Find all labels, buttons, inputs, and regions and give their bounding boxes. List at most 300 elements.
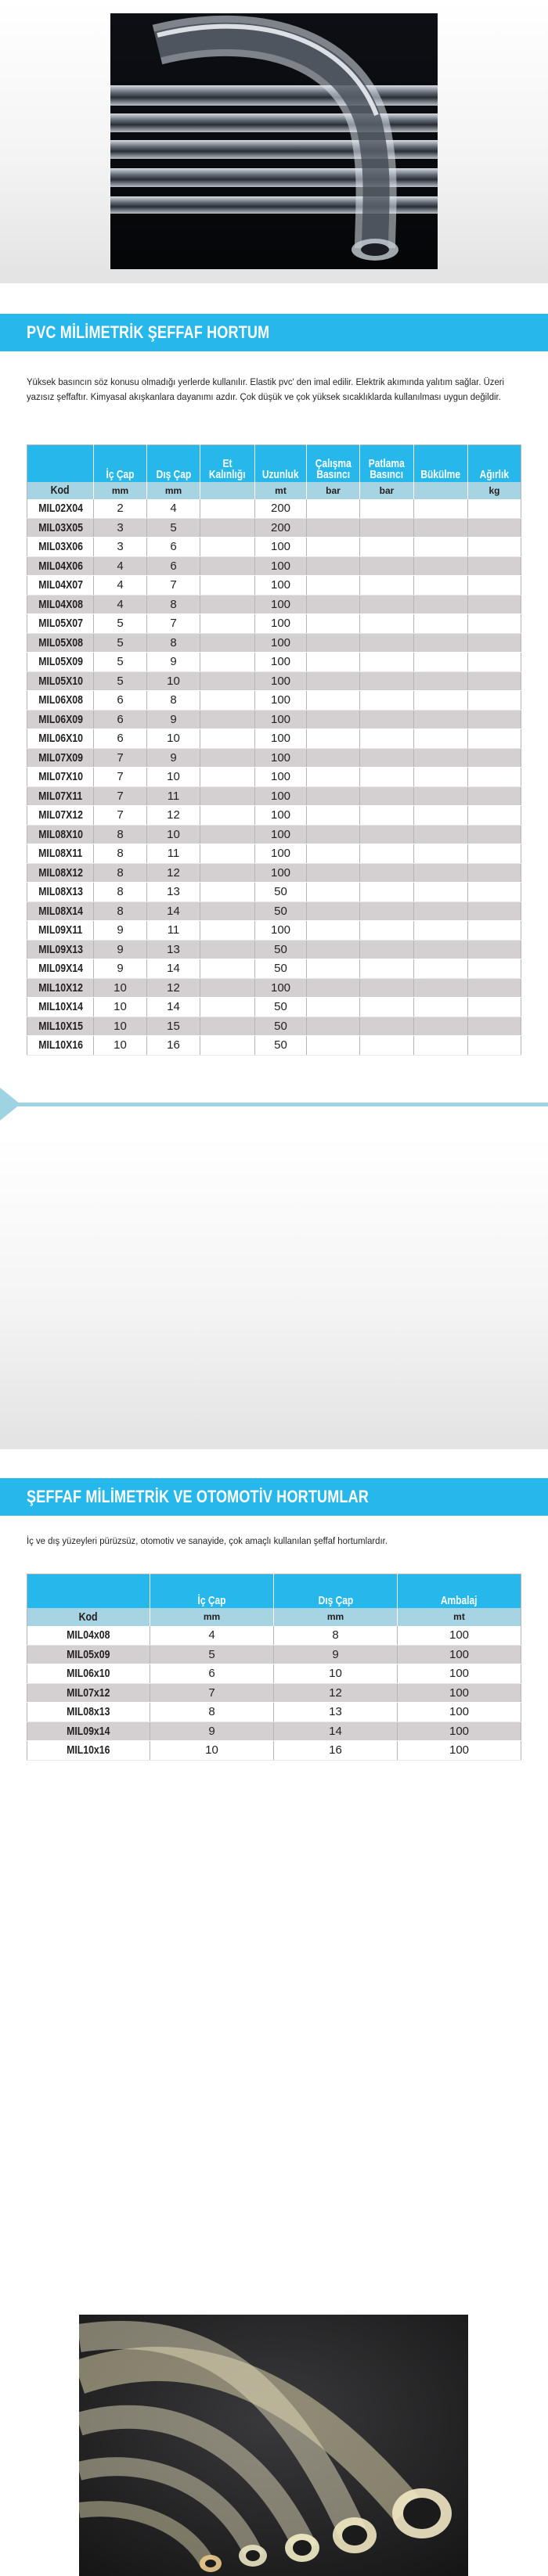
- cell-kod: MIL05x09: [27, 1645, 150, 1664]
- table-row: [27, 883, 521, 902]
- table-row: [27, 1722, 521, 1741]
- cell-ic-cap: 5: [94, 653, 147, 672]
- cell-et-kalinligi: [200, 710, 255, 729]
- cell-et-kalinligi: [200, 1036, 255, 1056]
- cell-agirlik: [468, 940, 521, 959]
- cell-kod: MIL08X14: [27, 901, 94, 921]
- cell-et-kalinligi: [200, 863, 255, 883]
- cell-uzunluk: 100: [255, 863, 307, 883]
- cell-bukulme: [414, 883, 468, 902]
- cell-ic-cap: 10: [94, 1036, 147, 1056]
- cell-calisma-basinci: [307, 825, 360, 844]
- cell-et-kalinligi: [200, 786, 255, 806]
- cell-ic-cap: 8: [94, 825, 147, 844]
- cell-agirlik: [468, 825, 521, 844]
- cell-patlama-basinci: [360, 863, 414, 883]
- cell-et-kalinligi: [200, 921, 255, 941]
- cell-bukulme: [414, 729, 468, 749]
- cell-dis-cap: 14: [274, 1722, 398, 1741]
- section-divider: [0, 1088, 548, 1119]
- cell-ic-cap: 4: [94, 595, 147, 614]
- cell-ic-cap: 7: [94, 768, 147, 787]
- cell-dis-cap: 5: [147, 518, 200, 538]
- cell-kod: MIL08X12: [27, 863, 94, 883]
- cell-patlama-basinci: [360, 825, 414, 844]
- cell-uzunluk: 100: [255, 595, 307, 614]
- table-row: [27, 768, 521, 787]
- cell-dis-cap: 4: [147, 499, 200, 519]
- header-ic-cap: İç Çap: [150, 1574, 274, 1608]
- cell-bukulme: [414, 901, 468, 921]
- cell-agirlik: [468, 863, 521, 883]
- cell-dis-cap: 8: [274, 1626, 398, 1646]
- table-row: [27, 633, 521, 653]
- cell-agirlik: [468, 959, 521, 979]
- cell-patlama-basinci: [360, 1016, 414, 1036]
- cell-ambalaj: 100: [398, 1664, 521, 1684]
- cell-et-kalinligi: [200, 556, 255, 576]
- cell-kod: MIL08X11: [27, 844, 94, 864]
- cell-uzunluk: 50: [255, 959, 307, 979]
- cell-ic-cap: 9: [150, 1722, 274, 1741]
- header-blank: [27, 445, 94, 482]
- unit-ic-cap: mm: [94, 482, 147, 499]
- cell-et-kalinligi: [200, 940, 255, 959]
- cell-calisma-basinci: [307, 671, 360, 691]
- cell-kod: MIL07X09: [27, 748, 94, 768]
- cell-kod: MIL06X10: [27, 729, 94, 749]
- cell-kod: MIL08x13: [27, 1703, 150, 1722]
- cell-ic-cap: 10: [94, 1016, 147, 1036]
- cell-agirlik: [468, 1036, 521, 1056]
- cell-ic-cap: 6: [94, 691, 147, 711]
- cell-calisma-basinci: [307, 998, 360, 1017]
- table-row: [27, 1645, 521, 1664]
- cell-agirlik: [468, 844, 521, 864]
- cell-patlama-basinci: [360, 806, 414, 826]
- cell-dis-cap: 12: [147, 806, 200, 826]
- cell-calisma-basinci: [307, 556, 360, 576]
- table-row: [27, 998, 521, 1017]
- table-row: [27, 518, 521, 538]
- table-row: [27, 940, 521, 959]
- cell-bukulme: [414, 595, 468, 614]
- cell-patlama-basinci: [360, 538, 414, 557]
- cell-uzunluk: 100: [255, 768, 307, 787]
- cell-bukulme: [414, 806, 468, 826]
- cell-agirlik: [468, 576, 521, 595]
- table-row: [27, 1664, 521, 1684]
- cell-kod: MIL10X16: [27, 1036, 94, 1056]
- divider-arrow: [0, 1088, 20, 1121]
- cell-kod: MIL04X08: [27, 595, 94, 614]
- cell-dis-cap: 14: [147, 998, 200, 1017]
- photo-band-middle: [0, 1136, 548, 1449]
- cell-calisma-basinci: [307, 518, 360, 538]
- cell-agirlik: [468, 710, 521, 729]
- cell-dis-cap: 12: [147, 978, 200, 998]
- cell-agirlik: [468, 671, 521, 691]
- cell-calisma-basinci: [307, 901, 360, 921]
- cell-et-kalinligi: [200, 633, 255, 653]
- cell-ic-cap: 10: [94, 998, 147, 1017]
- cell-et-kalinligi: [200, 825, 255, 844]
- cell-patlama-basinci: [360, 614, 414, 634]
- cell-ic-cap: 8: [150, 1703, 274, 1722]
- cell-ambalaj: 100: [398, 1703, 521, 1722]
- cell-calisma-basinci: [307, 576, 360, 595]
- cell-kod: MIL06x10: [27, 1664, 150, 1684]
- header-dis-cap: Dış Çap: [274, 1574, 398, 1608]
- cell-dis-cap: 10: [147, 729, 200, 749]
- unit-dis-cap: mm: [274, 1608, 398, 1626]
- cell-ambalaj: 100: [398, 1683, 521, 1703]
- table-row: [27, 729, 521, 749]
- cell-ic-cap: 7: [94, 806, 147, 826]
- cell-bukulme: [414, 653, 468, 672]
- cell-calisma-basinci: [307, 940, 360, 959]
- cell-bukulme: [414, 940, 468, 959]
- cell-ic-cap: 7: [94, 748, 147, 768]
- cell-dis-cap: 6: [147, 538, 200, 557]
- cell-et-kalinligi: [200, 883, 255, 902]
- cell-kod: MIL07X10: [27, 768, 94, 787]
- cell-calisma-basinci: [307, 806, 360, 826]
- table-row: [27, 1016, 521, 1036]
- cell-bukulme: [414, 633, 468, 653]
- cell-ic-cap: 9: [94, 940, 147, 959]
- cell-ic-cap: 3: [94, 538, 147, 557]
- cell-dis-cap: 8: [147, 691, 200, 711]
- unit-ambalaj: mt: [398, 1608, 521, 1626]
- cell-kod: MIL03X06: [27, 538, 94, 557]
- cell-calisma-basinci: [307, 748, 360, 768]
- cell-ic-cap: 8: [94, 863, 147, 883]
- cell-kod: MIL09x14: [27, 1722, 150, 1741]
- cell-patlama-basinci: [360, 978, 414, 998]
- cell-bukulme: [414, 1036, 468, 1056]
- table-row: [27, 1626, 521, 1646]
- cell-patlama-basinci: [360, 633, 414, 653]
- cell-ic-cap: 8: [94, 901, 147, 921]
- cell-ic-cap: 7: [94, 786, 147, 806]
- cell-ic-cap: 6: [94, 710, 147, 729]
- cell-dis-cap: 11: [147, 844, 200, 864]
- cell-ic-cap: 6: [94, 729, 147, 749]
- cell-ic-cap: 10: [94, 978, 147, 998]
- cell-uzunluk: 100: [255, 844, 307, 864]
- cell-calisma-basinci: [307, 691, 360, 711]
- cell-ambalaj: 100: [398, 1645, 521, 1664]
- cell-uzunluk: 50: [255, 940, 307, 959]
- cell-et-kalinligi: [200, 901, 255, 921]
- cell-agirlik: [468, 921, 521, 941]
- cell-dis-cap: 12: [274, 1683, 398, 1703]
- cell-ic-cap: 5: [94, 671, 147, 691]
- cell-kod: MIL05X09: [27, 653, 94, 672]
- cell-et-kalinligi: [200, 538, 255, 557]
- cell-uzunluk: 100: [255, 729, 307, 749]
- cell-patlama-basinci: [360, 499, 414, 519]
- header-uzunluk: Uzunluk: [255, 445, 307, 482]
- cell-uzunluk: 200: [255, 518, 307, 538]
- table-row: [27, 576, 521, 595]
- cell-bukulme: [414, 518, 468, 538]
- cell-et-kalinligi: [200, 499, 255, 519]
- cell-patlama-basinci: [360, 748, 414, 768]
- cell-kod: MIL07X12: [27, 806, 94, 826]
- cell-calisma-basinci: [307, 614, 360, 634]
- cell-dis-cap: 6: [147, 556, 200, 576]
- cell-dis-cap: 8: [147, 633, 200, 653]
- cell-kod: MIL05X10: [27, 671, 94, 691]
- cell-calisma-basinci: [307, 863, 360, 883]
- cell-uzunluk: 100: [255, 576, 307, 595]
- header-patlama-basinci: Patlama Basıncı: [360, 445, 414, 482]
- cell-patlama-basinci: [360, 883, 414, 902]
- cell-kod: MIL04x08: [27, 1626, 150, 1646]
- table-row: [27, 1683, 521, 1703]
- cell-calisma-basinci: [307, 710, 360, 729]
- unit-ic-cap: mm: [150, 1608, 274, 1626]
- cell-ic-cap: 8: [94, 844, 147, 864]
- cell-agirlik: [468, 518, 521, 538]
- cell-agirlik: [468, 978, 521, 998]
- table-row: [27, 748, 521, 768]
- cell-patlama-basinci: [360, 921, 414, 941]
- cell-dis-cap: 13: [147, 940, 200, 959]
- table-row: [27, 863, 521, 883]
- cell-calisma-basinci: [307, 768, 360, 787]
- cell-patlama-basinci: [360, 671, 414, 691]
- cell-bukulme: [414, 576, 468, 595]
- cell-bukulme: [414, 691, 468, 711]
- cell-et-kalinligi: [200, 576, 255, 595]
- cell-bukulme: [414, 921, 468, 941]
- cell-uzunluk: 50: [255, 883, 307, 902]
- header-ic-cap: İç Çap: [94, 445, 147, 482]
- cell-agirlik: [468, 595, 521, 614]
- cell-kod: MIL07X11: [27, 786, 94, 806]
- cell-dis-cap: 8: [147, 595, 200, 614]
- cell-dis-cap: 9: [147, 653, 200, 672]
- cell-kod: MIL10X15: [27, 1016, 94, 1036]
- pvc-spec-table: [27, 444, 521, 1056]
- cell-kod: MIL04X07: [27, 576, 94, 595]
- table-row: [27, 499, 521, 519]
- table-row: [27, 595, 521, 614]
- cell-uzunluk: 100: [255, 556, 307, 576]
- section-description: İç ve dış yüzeyleri pürüzsüz, otomotiv ve sanayide, çok amaçlı kullanılan şeffaf hortumlardır.: [27, 1535, 388, 1546]
- cell-agirlik: [468, 538, 521, 557]
- cell-et-kalinligi: [200, 595, 255, 614]
- table-row: [27, 806, 521, 826]
- cell-patlama-basinci: [360, 844, 414, 864]
- cell-kod: MIL05X08: [27, 633, 94, 653]
- cell-patlama-basinci: [360, 710, 414, 729]
- cell-kod: MIL02X04: [27, 499, 94, 519]
- cell-agirlik: [468, 768, 521, 787]
- table-row: [27, 1703, 521, 1722]
- cell-bukulme: [414, 1016, 468, 1036]
- cell-kod: MIL08X13: [27, 883, 94, 902]
- cell-dis-cap: 14: [147, 901, 200, 921]
- cell-ic-cap: 2: [94, 499, 147, 519]
- cell-calisma-basinci: [307, 959, 360, 979]
- unit-bukulme: [414, 482, 468, 499]
- cell-kod: MIL06X08: [27, 691, 94, 711]
- header-calisma-basinci: Çalışma Basıncı: [307, 445, 360, 482]
- cell-patlama-basinci: [360, 940, 414, 959]
- cell-patlama-basinci: [360, 786, 414, 806]
- cell-dis-cap: 16: [274, 1741, 398, 1761]
- cell-ic-cap: 8: [94, 883, 147, 902]
- header-blank: [27, 1574, 150, 1608]
- cell-ic-cap: 6: [150, 1664, 274, 1684]
- cell-kod: MIL06X09: [27, 710, 94, 729]
- cell-et-kalinligi: [200, 978, 255, 998]
- cell-patlama-basinci: [360, 1036, 414, 1056]
- cell-patlama-basinci: [360, 653, 414, 672]
- cell-patlama-basinci: [360, 556, 414, 576]
- cell-bukulme: [414, 768, 468, 787]
- cell-ic-cap: 9: [94, 921, 147, 941]
- cell-uzunluk: 100: [255, 691, 307, 711]
- cell-calisma-basinci: [307, 883, 360, 902]
- unit-kod: Kod: [27, 1608, 150, 1626]
- unit-et-kalinligi: [200, 482, 255, 499]
- cell-uzunluk: 100: [255, 671, 307, 691]
- photo-band-top: [0, 0, 548, 283]
- table-row: [27, 538, 521, 557]
- cell-kod: MIL07x12: [27, 1683, 150, 1703]
- cell-bukulme: [414, 959, 468, 979]
- cell-ic-cap: 7: [150, 1683, 274, 1703]
- cell-agirlik: [468, 614, 521, 634]
- cell-patlama-basinci: [360, 998, 414, 1017]
- cell-calisma-basinci: [307, 538, 360, 557]
- cell-et-kalinligi: [200, 806, 255, 826]
- cell-dis-cap: 10: [274, 1664, 398, 1684]
- table-row: [27, 825, 521, 844]
- cell-patlama-basinci: [360, 518, 414, 538]
- header-dis-cap: Dış Çap: [147, 445, 200, 482]
- cell-agirlik: [468, 748, 521, 768]
- table-row: [27, 1741, 521, 1761]
- table-row: [27, 844, 521, 864]
- cell-dis-cap: 9: [147, 710, 200, 729]
- cell-kod: MIL10x16: [27, 1741, 150, 1761]
- unit-uzunluk: mt: [255, 482, 307, 499]
- cell-agirlik: [468, 901, 521, 921]
- cell-patlama-basinci: [360, 729, 414, 749]
- cell-uzunluk: 50: [255, 998, 307, 1017]
- header-bukulme: Bükülme: [414, 445, 468, 482]
- cell-calisma-basinci: [307, 978, 360, 998]
- cell-et-kalinligi: [200, 959, 255, 979]
- cell-dis-cap: 13: [274, 1703, 398, 1722]
- cell-et-kalinligi: [200, 768, 255, 787]
- cell-agirlik: [468, 691, 521, 711]
- cell-calisma-basinci: [307, 499, 360, 519]
- cell-uzunluk: 100: [255, 748, 307, 768]
- cell-uzunluk: 100: [255, 825, 307, 844]
- cell-calisma-basinci: [307, 729, 360, 749]
- cell-ic-cap: 5: [94, 633, 147, 653]
- cell-ambalaj: 100: [398, 1741, 521, 1761]
- cell-uzunluk: 100: [255, 806, 307, 826]
- cell-dis-cap: 11: [147, 786, 200, 806]
- section-title: PVC MİLİMETRİK ŞEFFAF HORTUM: [27, 322, 270, 342]
- cell-patlama-basinci: [360, 595, 414, 614]
- cell-ambalaj: 100: [398, 1722, 521, 1741]
- cell-bukulme: [414, 786, 468, 806]
- cell-kod: MIL10X14: [27, 998, 94, 1017]
- cell-agirlik: [468, 806, 521, 826]
- unit-calisma: bar: [307, 482, 360, 499]
- cell-uzunluk: 100: [255, 710, 307, 729]
- cell-bukulme: [414, 556, 468, 576]
- unit-dis-cap: mm: [147, 482, 200, 499]
- cell-ic-cap: 4: [150, 1626, 274, 1646]
- cell-agirlik: [468, 633, 521, 653]
- cell-uzunluk: 200: [255, 499, 307, 519]
- cell-et-kalinligi: [200, 998, 255, 1017]
- cell-uzunluk: 100: [255, 538, 307, 557]
- table-row: [27, 921, 521, 941]
- cell-dis-cap: 12: [147, 863, 200, 883]
- header-et-kalinligi: Et Kalınlığı: [200, 445, 255, 482]
- cell-ic-cap: 4: [94, 556, 147, 576]
- cell-agirlik: [468, 556, 521, 576]
- cell-bukulme: [414, 825, 468, 844]
- automotive-spec-table: [27, 1574, 521, 1761]
- unit-agirlik: kg: [468, 482, 521, 499]
- cell-uzunluk: 100: [255, 921, 307, 941]
- cell-calisma-basinci: [307, 653, 360, 672]
- section-description: Yüksek basıncın söz konusu olmadığı yerlerde kullanılır. Elastik pvc' den imal edilir. Elektrik akımında yalıtım sağlar. Üzeri yazısız şeffaftır. Kimyasal akışkanlara dayanımı azdır. Çok düşük ve çok yüksek sıcaklıklarda kullanılması uygun değildir.: [27, 376, 505, 402]
- header-agirlik: Ağırlık: [468, 445, 521, 482]
- cell-uzunluk: 50: [255, 1036, 307, 1056]
- table-row: [27, 556, 521, 576]
- cell-agirlik: [468, 998, 521, 1017]
- table-row: [27, 671, 521, 691]
- cell-uzunluk: 50: [255, 1016, 307, 1036]
- table-row: [27, 691, 521, 711]
- cell-kod: MIL09X14: [27, 959, 94, 979]
- cell-et-kalinligi: [200, 614, 255, 634]
- cell-dis-cap: 9: [274, 1645, 398, 1664]
- cell-agirlik: [468, 499, 521, 519]
- cell-bukulme: [414, 614, 468, 634]
- cell-bukulme: [414, 499, 468, 519]
- section-title: ŞEFFAF MİLİMETRİK VE OTOMOTİV HORTUMLAR: [27, 1487, 370, 1506]
- cell-calisma-basinci: [307, 595, 360, 614]
- cell-ic-cap: 9: [94, 959, 147, 979]
- cell-ic-cap: 5: [94, 614, 147, 634]
- cell-agirlik: [468, 729, 521, 749]
- unit-patlama: bar: [360, 482, 414, 499]
- table-row: [27, 614, 521, 634]
- cell-dis-cap: 7: [147, 614, 200, 634]
- cell-kod: MIL03X05: [27, 518, 94, 538]
- cell-agirlik: [468, 786, 521, 806]
- cell-et-kalinligi: [200, 748, 255, 768]
- cell-dis-cap: 7: [147, 576, 200, 595]
- cell-ic-cap: 10: [150, 1741, 274, 1761]
- cell-dis-cap: 10: [147, 825, 200, 844]
- cell-uzunluk: 100: [255, 653, 307, 672]
